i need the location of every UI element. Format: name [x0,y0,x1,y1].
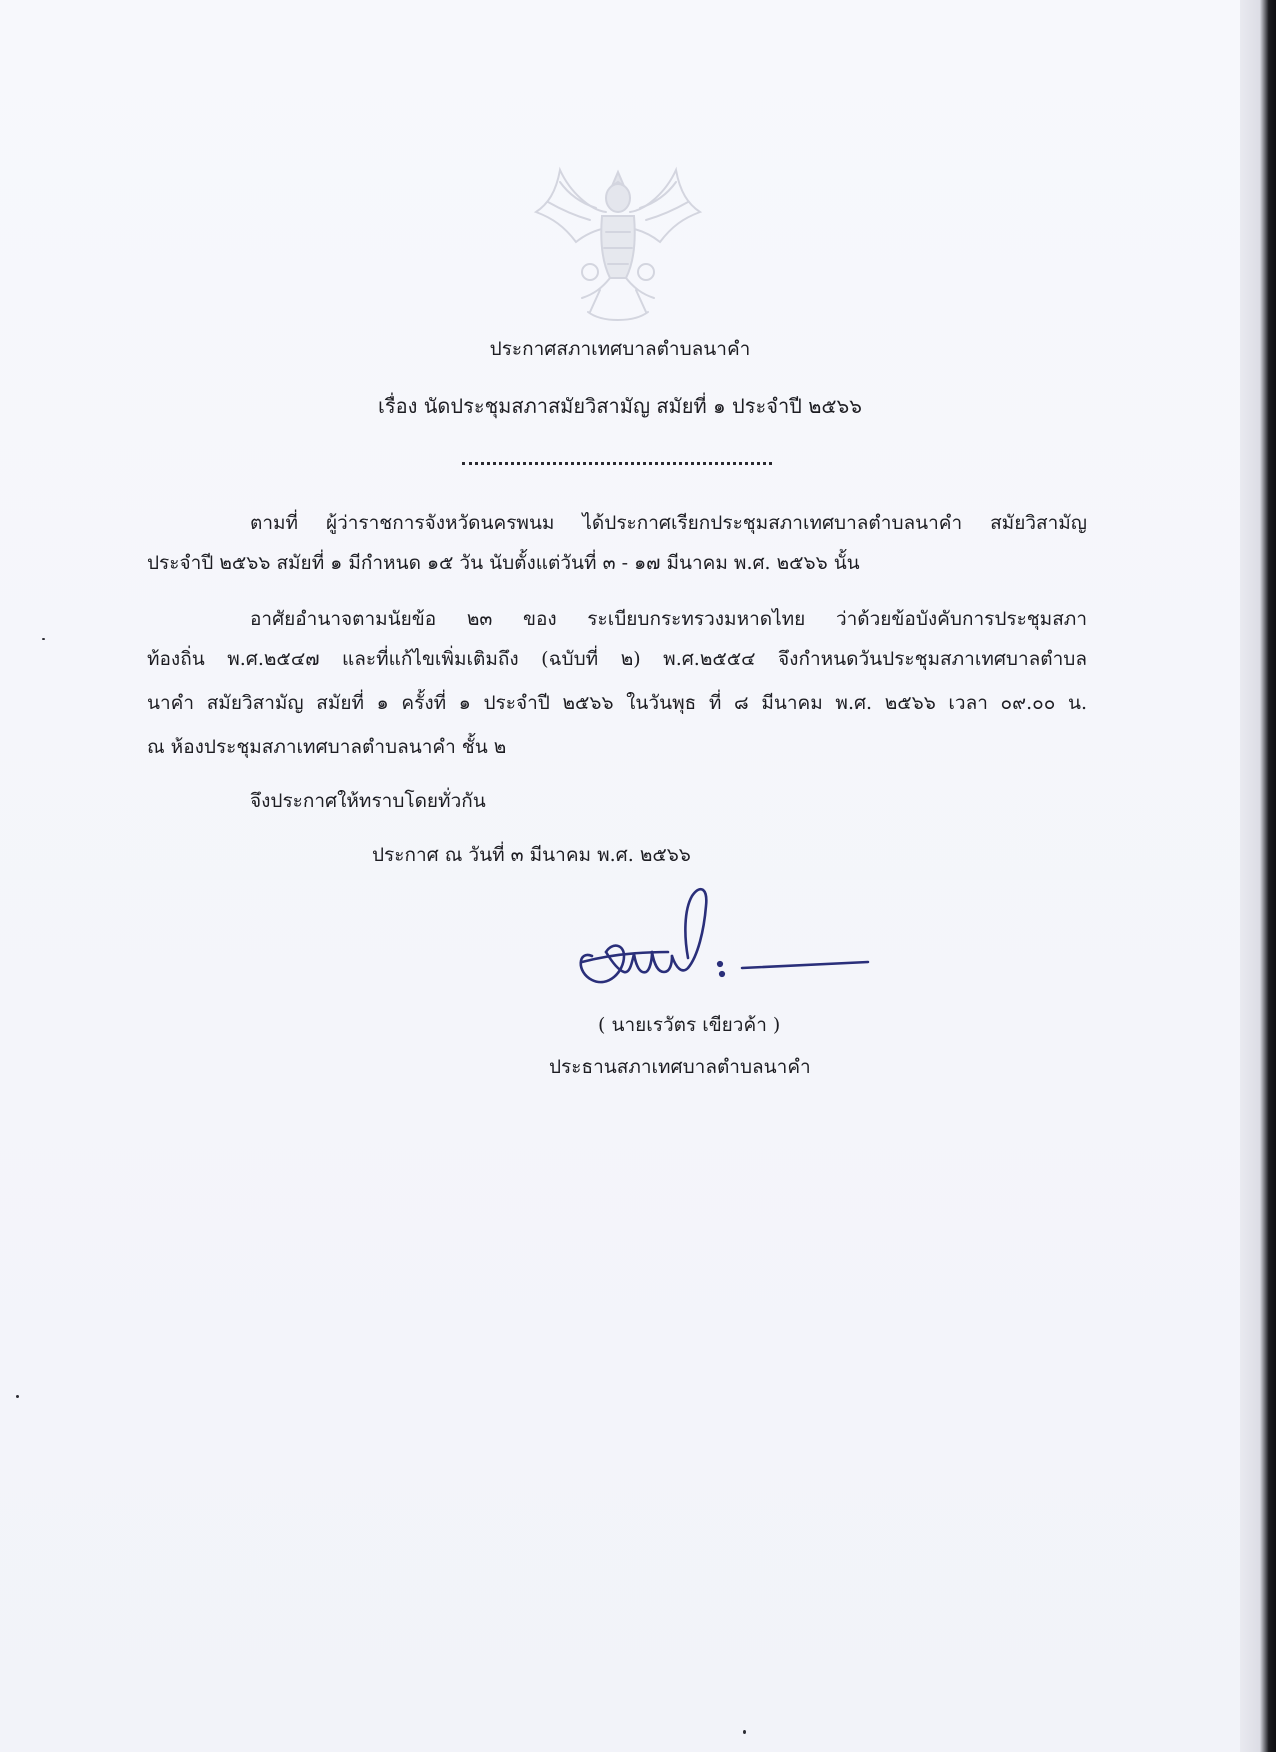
paragraph-2-line-3: นาคำ สมัยวิสามัญ สมัยที่ ๑ ครั้งที่ ๑ ประจำปี ๒๕๖๖ ในวันพุธ ที่ ๘ มีนาคม พ.ศ. ๒๕๖๖ เวลา ๐๙.๐๐ น. [147,692,1087,714]
scan-edge [1240,0,1276,1752]
announcement-date: ประกาศ ณ วันที่ ๓ มีนาคม พ.ศ. ๒๕๖๖ [372,844,691,866]
document-subject: เรื่อง นัดประชุมสภาสมัยวิสามัญ สมัยที่ ๑ ประจำปี ๒๕๖๖ [378,394,862,418]
paragraph-2-line-1: อาศัยอำนาจตามนัยข้อ ๒๓ ของ ระเบียบกระทรวงมหาดไทย ว่าด้วยข้อบังคับการประชุมสภา [250,608,1087,630]
paragraph-1-line-2: ประจำปี ๒๕๖๖ สมัยที่ ๑ มีกำหนด ๑๕ วัน นับตั้งแต่วันที่ ๓ - ๑๗ มีนาคม พ.ศ. ๒๕๖๖ นั้น [147,552,860,574]
garuda-emblem-icon [530,152,706,324]
scan-speck [743,1730,746,1734]
paragraph-2-line-4: ณ ห้องประชุมสภาเทศบาลตำบลนาคำ ชั้น ๒ [147,736,507,758]
signatory-name: ( นายเรวัตร เขียวค้า ) [598,1014,781,1036]
document-heading: ประกาศสภาเทศบาลตำบลนาคำ [489,338,751,360]
dotted-divider [462,462,772,465]
signatory-position: ประธานสภาเทศบาลตำบลนาคำ [549,1056,811,1078]
scan-speck [16,1395,19,1398]
paragraph-1-line-1: ตามที่ ผู้ว่าราชการจังหวัดนครพนม ได้ประกาศเรียกประชุมสภาเทศบาลตำบลนาคำ สมัยวิสามัญ [250,512,1087,534]
scan-speck [42,638,45,640]
closing-statement: จึงประกาศให้ทราบโดยทั่วกัน [250,790,486,812]
paragraph-2-line-2: ท้องถิ่น พ.ศ.๒๕๔๗ และที่แก้ไขเพิ่มเติมถึง (ฉบับที่ ๒) พ.ศ.๒๕๕๔ จึงกำหนดวันประชุมสภาเทศบาลตำบล [147,648,1087,670]
handwritten-signature [572,876,882,1006]
